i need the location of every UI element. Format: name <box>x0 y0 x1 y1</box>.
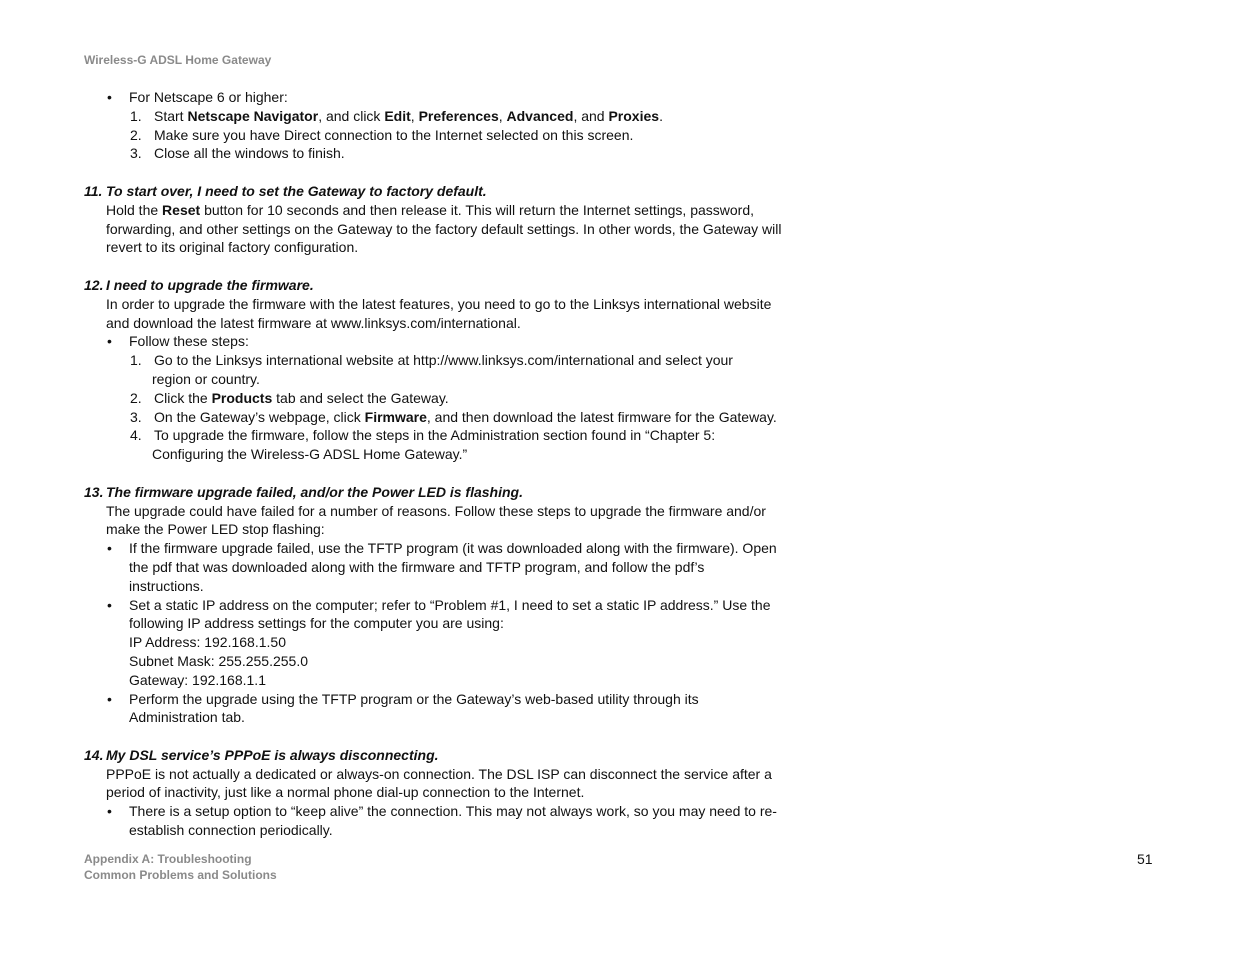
q14-bullet-1-cont: establish connection periodically. <box>129 822 333 839</box>
q12-step-1: 1. Go to the Linksys international website at http://www.linksys.com/international and select your <box>130 352 733 369</box>
ip-address: IP Address: 192.168.1.50 <box>129 634 286 651</box>
running-header: Wireless-G ADSL Home Gateway <box>84 53 272 67</box>
netscape-bullet: • For Netscape 6 or higher: <box>84 88 774 107</box>
q12-step-4-cont: Configuring the Wireless-G ADSL Home Gateway.” <box>152 446 468 463</box>
footer <box>84 851 277 883</box>
question-13-heading: 13. The firmware upgrade failed, and/or the Power LED is flashing. <box>84 483 523 500</box>
q12-step-2: 2. Click the Products tab and select the Gateway. <box>130 389 449 406</box>
q11-line-2: forwarding, and other settings on the Gateway to the factory default settings. In other words, the Gateway will <box>106 220 782 237</box>
q13-bullet-2-cont: following IP address settings for the computer you are using: <box>129 615 504 632</box>
q14-line-1: PPPoE is not actually a dedicated or always-on connection. The DSL ISP can disconnect the service after a <box>106 765 772 782</box>
q12-line-2: and download the latest firmware at www.linksys.com/international. <box>106 314 521 331</box>
q13-bullet-1-cont: the pdf that was downloaded along with the firmware and TFTP program, and follow the pdf’s <box>129 558 705 575</box>
q12-step-1-cont: region or country. <box>152 370 260 387</box>
netscape-step-3: 3. Close all the windows to finish. <box>130 145 345 162</box>
q12-bullet: • Follow these steps: <box>84 332 774 351</box>
netscape-step-2: 2. Make sure you have Direct connection to the Internet selected on this screen. <box>130 126 634 143</box>
q11-line-1: Hold the Reset button for 10 seconds and then release it. This will return the Internet settings, password, <box>106 201 755 218</box>
q12-step-4: 4. To upgrade the firmware, follow the steps in the Administration section found in “Chapter 5: <box>130 427 716 444</box>
question-12-heading: 12. I need to upgrade the firmware. <box>84 276 314 293</box>
page-number: 51 <box>1137 851 1153 867</box>
q11-line-3: revert to its original factory configuration. <box>106 239 359 256</box>
page-content <box>84 88 782 840</box>
netscape-step-1: 1. Start Netscape Navigator, and click Edit, Preferences, Advanced, and Proxies. <box>130 107 663 124</box>
question-11-heading: 11. To start over, I need to set the Gateway to factory default. <box>84 182 487 199</box>
q13-bullet-3: • Perform the upgrade using the TFTP program or the Gateway’s web-based utility through its <box>84 690 774 709</box>
q13-bullet-1: • If the firmware upgrade failed, use the TFTP program (it was downloaded along with the firmware). Open <box>84 539 774 558</box>
q14-line-2: period of inactivity, just like a normal phone dial-up connection to the Internet. <box>106 784 585 801</box>
q12-line-1: In order to upgrade the firmware with the latest features, you need to go to the Linksys international website <box>106 295 772 312</box>
footer-section: Common Problems and Solutions <box>84 868 277 882</box>
q12-step-3: 3. On the Gateway’s webpage, click Firmware, and then download the latest firmware for the Gateway. <box>130 408 777 425</box>
step-number: 1. <box>130 107 142 124</box>
q14-bullet-1: • There is a setup option to “keep alive” the connection. This may not always work, so you may need to re- <box>84 802 774 821</box>
gateway-address: Gateway: 192.168.1.1 <box>129 671 266 688</box>
q13-line-2: make the Power LED stop flashing: <box>106 521 325 538</box>
footer-appendix: Appendix A: Troubleshooting <box>84 852 252 866</box>
q13-line-1: The upgrade could have failed for a number of reasons. Follow these steps to upgrade the firmware and/or <box>106 502 766 519</box>
subnet-mask: Subnet Mask: 255.255.255.0 <box>129 652 309 669</box>
q13-bullet-3-cont: Administration tab. <box>129 709 245 726</box>
q13-bullet-2: • Set a static IP address on the computer; refer to “Problem #1, I need to set a static IP address.” Use the <box>84 596 774 615</box>
q13-bullet-1-cont2: instructions. <box>129 577 204 594</box>
question-14-heading: 14. My DSL service’s PPPoE is always disconnecting. <box>84 746 439 763</box>
